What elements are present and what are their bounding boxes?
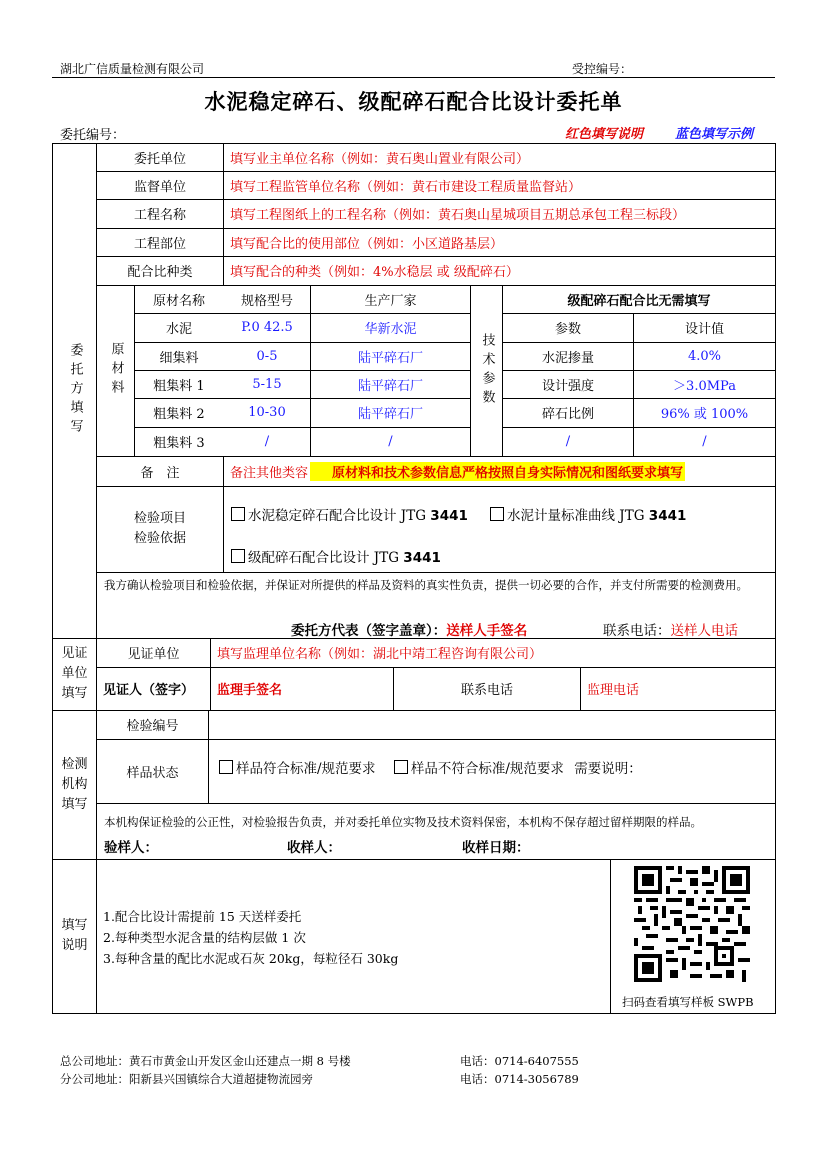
confirm-text: 我方确认检验项目和检验依据，并保证对所提供的样品及资料的真实性负责，提供一切必要的合作，并支付所需要的检测费用。: [104, 578, 748, 592]
qr-caption: 扫码查看填写样板 SWPB: [622, 995, 754, 1009]
checkbox-icon[interactable]: [231, 549, 245, 563]
lab-number-label: 检验编号: [126, 719, 179, 734]
checkbox-icon[interactable]: [231, 507, 245, 521]
tech-value[interactable]: ＞3.0MPa: [673, 378, 736, 394]
material-spec[interactable]: 0-5: [256, 348, 278, 364]
material-maker[interactable]: 陆平碎石厂: [357, 350, 423, 366]
remark-field[interactable]: [224, 456, 776, 486]
client-section-label: 委托方填写: [67, 343, 83, 438]
witness-person-value[interactable]: 监理手签名: [217, 683, 283, 698]
materials-header-maker: 生产厂家: [364, 293, 417, 309]
client-label-3: 工程名称: [133, 208, 186, 223]
tech-param: 水泥掺量: [541, 350, 594, 366]
client-label-4: 工程部位: [133, 236, 186, 252]
lab-state-label: 样品状态: [126, 765, 179, 781]
material-maker[interactable]: 陆平碎石厂: [357, 378, 423, 394]
collector-label: 收样人：: [287, 840, 341, 856]
material-name: 粗集料 1: [153, 378, 205, 394]
materials-header-name: 原材名称: [152, 293, 205, 309]
witness-unit-value[interactable]: 填写监理单位名称（例如：湖北中靖工程咨询有限公司）: [217, 647, 543, 662]
materials-header-spec: 规格型号: [240, 293, 293, 309]
remark-label: 备 注: [140, 465, 180, 481]
client-value-3[interactable]: 填写工程图纸上的工程名称（例如：黄石奥山星城项目五期总承包工程三标段）: [230, 208, 686, 223]
client-label-5: 配合比种类: [127, 265, 193, 280]
material-maker[interactable]: 陆平碎石厂: [357, 407, 423, 422]
state-option-1[interactable]: 样品符合标准/规范要求: [219, 761, 376, 777]
tech-value[interactable]: 4.0%: [687, 348, 722, 364]
witness-phone-value[interactable]: 监理电话: [587, 683, 640, 698]
tech-note: 级配碎石配合比无需填写: [567, 293, 711, 309]
collection-date-label: 收样日期：: [462, 840, 530, 856]
material-name: 粗集料 3: [153, 436, 205, 451]
branch-phone: 电话：0714-3056789: [460, 1072, 579, 1086]
tech-value[interactable]: /: [702, 434, 707, 449]
client-value-1[interactable]: 填写业主单位名称（例如：黄石奥山置业有限公司）: [230, 151, 530, 167]
test-option-3[interactable]: 级配碎石配合比设计 JTG 3441: [231, 546, 441, 566]
client-label-2: 监督单位: [133, 179, 186, 195]
tech-header-param: 参数: [554, 322, 581, 337]
material-name: 粗集料 2: [153, 407, 205, 422]
note-item: 2.每种类型水泥含量的结构层做 1 次: [103, 930, 306, 945]
legend-red: 红色填写说明: [565, 127, 644, 142]
client-value-5[interactable]: 填写配合的种类（例如：4%水稳层 或 级配碎石）: [230, 265, 519, 280]
tech-section-label: 技术参数: [479, 332, 495, 409]
header-divider: [52, 77, 775, 78]
witness-unit-label: 见证单位: [127, 647, 180, 662]
material-spec[interactable]: /: [264, 434, 270, 449]
test-label: 检验项目 检验依据: [133, 511, 186, 546]
checkbox-icon[interactable]: [219, 760, 233, 774]
test-option-2[interactable]: 水泥计量标准曲线 JTG 3441: [490, 504, 686, 524]
client-value-2[interactable]: 填写工程监管单位名称（例如：黄石市建设工程质量监督站）: [230, 179, 582, 195]
checkbox-icon[interactable]: [490, 507, 504, 521]
page-title: 水泥稳定碎石、级配碎石配合比设计委托单: [204, 89, 623, 114]
lab-section-label: 检测机构填写: [61, 756, 88, 812]
client-label-1: 委托单位: [133, 151, 186, 167]
hq-address: 总公司地址：黄石市黄金山开发区金山还建点一期 8 号楼: [60, 1054, 351, 1068]
note-item: 3.每种含量的配比水泥或石灰 20kg，每粒径石 30kg: [103, 951, 399, 966]
material-maker[interactable]: /: [388, 434, 393, 449]
client-value-4[interactable]: 填写配合比的使用部位（例如：小区道路基层）: [230, 236, 504, 252]
material-spec[interactable]: P.0 42.5: [241, 320, 293, 335]
lab-state-options: [219, 757, 642, 777]
tech-param: /: [565, 434, 571, 449]
material-spec[interactable]: 5-15: [252, 376, 282, 392]
materials-section-label: 原材料: [108, 342, 124, 399]
remark-value: 备注其他类容: [230, 465, 309, 481]
witness-section-label: 见证单位填写: [61, 646, 88, 701]
witness-phone-label: 联系电话: [460, 683, 513, 698]
control-number: 受控编号：: [572, 62, 633, 76]
material-maker[interactable]: 华新水泥: [364, 322, 417, 337]
tech-param: 碎石比例: [541, 407, 594, 422]
hq-phone: 电话：0714-6407555: [460, 1054, 579, 1068]
lab-statement: 本机构保证检验的公正性，对检验报告负责，并对委托单位实物及技术资料保密，本机构不保存超过留样期限的样品。: [104, 815, 702, 829]
state-option-2[interactable]: 样品不符合标准/规范要求: [394, 761, 564, 777]
client-representative: 委托方代表（签字盖章）：送样人手签名: [291, 623, 528, 639]
receiver-label: 验样人：: [104, 840, 158, 856]
tech-value[interactable]: 96% 或 100%: [660, 407, 749, 422]
notes-list: [103, 906, 398, 969]
lab-number-field[interactable]: [209, 710, 775, 739]
commission-number: 委托编号：: [60, 128, 126, 143]
remark-highlight: 原材料和技术参数信息严格按照自身实际情况和图纸要求填写: [310, 462, 685, 481]
witness-person-label: 见证人（签字）: [103, 683, 195, 698]
note-item: 1.配合比设计需提前 15 天送样委托: [103, 909, 302, 924]
checkbox-icon[interactable]: [394, 760, 408, 774]
tech-param: 设计强度: [541, 378, 594, 394]
material-name: 水泥: [165, 322, 192, 337]
legend-blue: 蓝色填写示例: [675, 127, 754, 142]
qr-code-icon[interactable]: [634, 866, 750, 982]
client-phone: 联系电话：送样人电话: [603, 623, 738, 639]
state-note: 需要说明：: [574, 761, 642, 777]
company-name: 湖北广信质量检测有限公司: [60, 62, 205, 76]
test-option-1[interactable]: 水泥稳定碎石配合比设计 JTG 3441: [231, 504, 468, 524]
notes-section-label: 填写说明: [61, 918, 88, 953]
material-name: 细集料: [159, 350, 199, 366]
material-spec[interactable]: 10-30: [248, 405, 286, 420]
tech-header-value: 设计值: [684, 322, 724, 337]
branch-address: 分公司地址：阳新县兴国镇综合大道超捷物流园旁: [60, 1072, 313, 1086]
